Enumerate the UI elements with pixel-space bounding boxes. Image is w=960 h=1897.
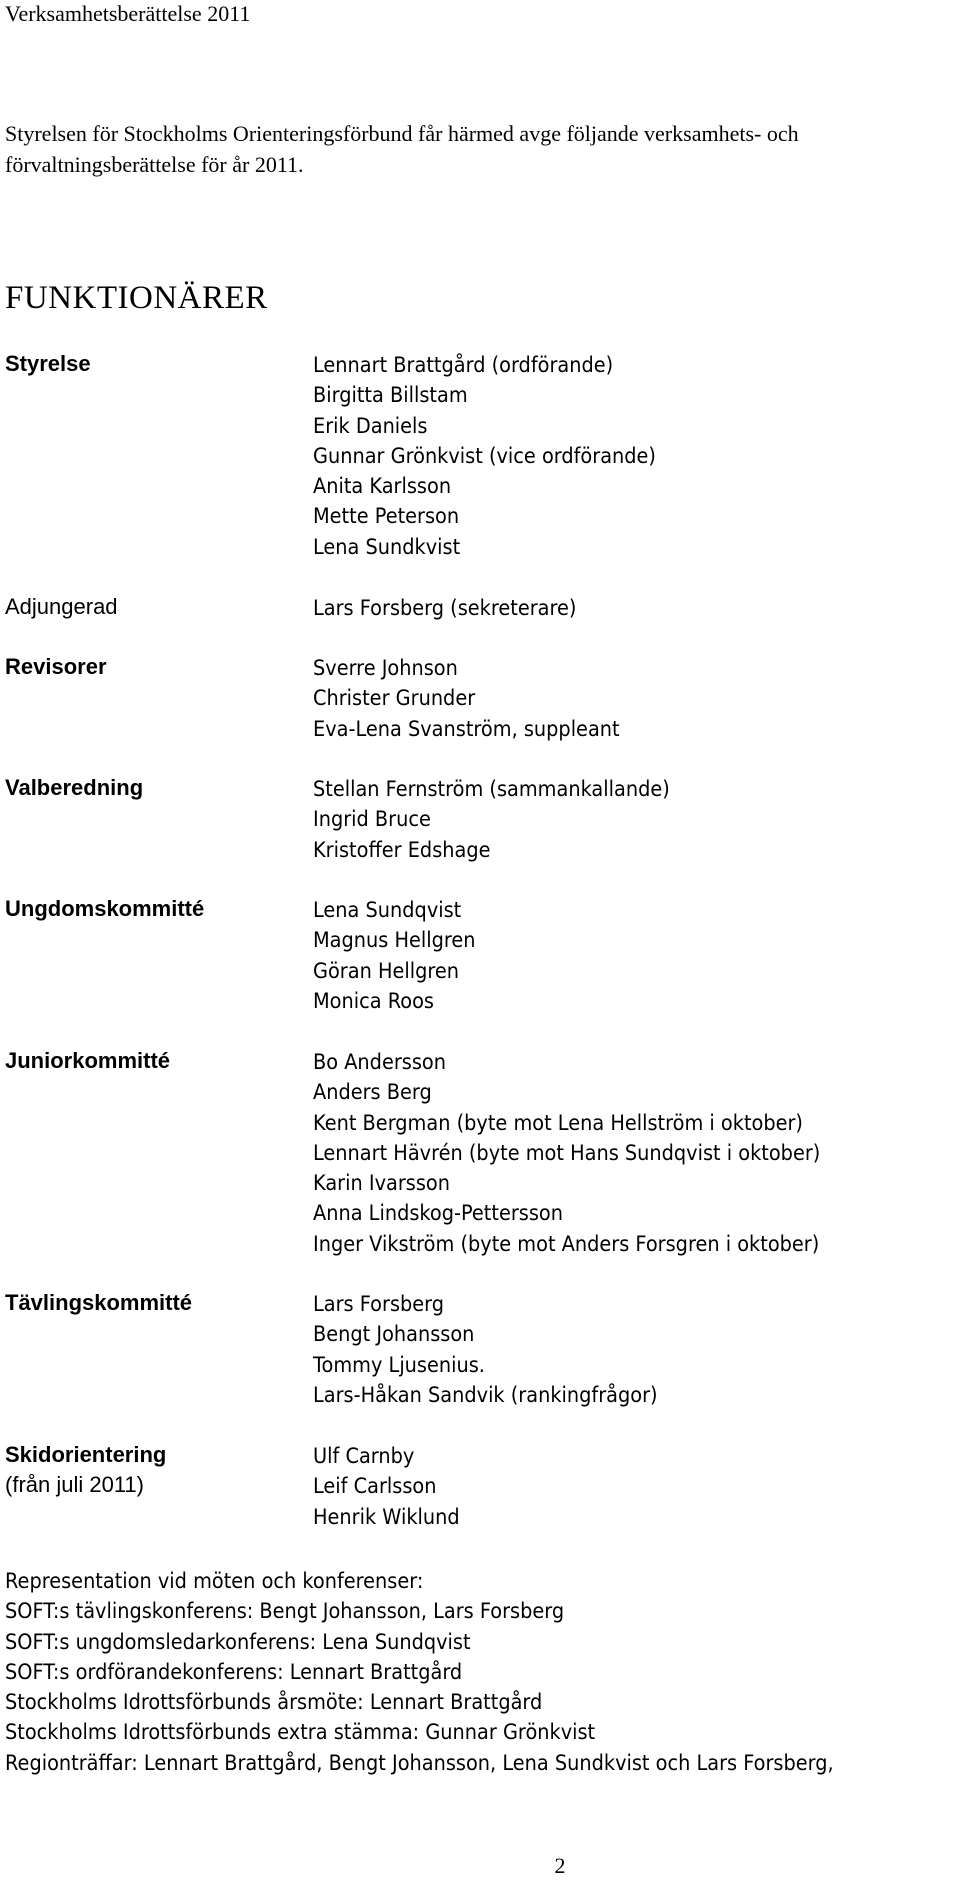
page-number: 2 <box>554 1853 566 1878</box>
member-list-skidorientering <box>313 1441 460 1532</box>
representation-heading: Representation vid möten och konferenser: <box>5 1569 424 1593</box>
member-list-ungdomskommitte <box>313 895 476 1016</box>
role-label-text: Adjungerad <box>5 594 118 619</box>
representation-line: SOFT:s tävlingskonferens: Bengt Johansson, Lars Forsberg <box>5 1599 565 1624</box>
role-label-text: Skidorientering <box>5 1442 167 1467</box>
member-name: Lars Forsberg (sekreterare) <box>313 596 577 620</box>
member-name: Monica Roos <box>313 988 434 1013</box>
member-name: Inger Vikström (byte mot Anders Forsgren i oktober) <box>313 1231 820 1256</box>
role-label-styrelse <box>5 349 91 379</box>
representation-line: SOFT:s ungdomsledarkonferens: Lena Sundqvist <box>5 1629 471 1654</box>
member-name: Anna Lindskog-Pettersson <box>313 1201 563 1226</box>
representation-line: Stockholms Idrottsförbunds extra stämma: Gunnar Grönkvist <box>5 1720 596 1745</box>
role-label-juniorkommitte <box>5 1046 170 1076</box>
member-name: Birgitta Billstam <box>313 383 468 408</box>
member-name: Leif Carlsson <box>313 1474 437 1499</box>
member-name: Lennart Brattgård (ordförande) <box>313 353 614 377</box>
member-name: Mette Peterson <box>313 504 460 529</box>
member-list-revisorer <box>313 653 620 744</box>
member-name: Karin Ivarsson <box>313 1171 450 1196</box>
role-label-ungdomskommitte <box>5 894 204 924</box>
member-name: Lars-Håkan Sandvik (rankingfrågor) <box>313 1382 658 1407</box>
member-name: Anders Berg <box>313 1080 432 1105</box>
member-name: Magnus Hellgren <box>313 928 476 953</box>
representation-line: Stockholms Idrottsförbunds årsmöte: Lennart Brattgård <box>5 1690 543 1715</box>
role-label-text: Valberedning <box>5 775 144 800</box>
role-label-skidorientering <box>5 1440 166 1500</box>
member-name: Gunnar Grönkvist (vice ordförande) <box>313 443 656 468</box>
member-name: Lars Forsberg <box>313 1292 445 1316</box>
member-list-adjungerad <box>313 593 576 623</box>
role-label-text: Revisorer <box>5 654 107 679</box>
member-name: Göran Hellgren <box>313 958 460 983</box>
member-list-juniorkommitte <box>313 1047 820 1259</box>
representation-line: SOFT:s ordförandekonferens: Lennart Brattgård <box>5 1659 463 1684</box>
role-label-adjungerad <box>5 592 118 622</box>
member-name: Tommy Ljusenius. <box>313 1352 485 1377</box>
member-name: Stellan Fernström (sammankallande) <box>313 777 670 801</box>
section-heading: FUNKTIONÄRER <box>5 280 268 316</box>
member-list-valberedning <box>313 774 670 865</box>
representation-line: Regionträffar: Lennart Brattgård, Bengt Johansson, Lena Sundkvist och Lars Forsberg, <box>5 1750 834 1775</box>
role-label-text: Juniorkommitté <box>5 1048 171 1073</box>
role-label-text: Tävlingskommitté <box>5 1290 193 1315</box>
member-name: Ingrid Bruce <box>313 807 431 832</box>
page-header: Verksamhetsberättelse 2011 <box>5 1 251 26</box>
member-name: Ulf Carnby <box>313 1444 415 1468</box>
member-name: Eva-Lena Svanström, suppleant <box>313 716 620 741</box>
role-label-valberedning <box>5 773 143 803</box>
role-label-text: Styrelse <box>5 351 91 376</box>
member-list-styrelse <box>313 350 656 562</box>
role-label-revisorer <box>5 652 107 682</box>
role-sublabel-text: (från juli 2011) <box>5 1472 144 1497</box>
member-list-tavlingskommitte <box>313 1289 658 1410</box>
member-name: Lena Sundkvist <box>313 534 461 559</box>
member-name: Lennart Hävrén (byte mot Hans Sundqvist i oktober) <box>313 1140 821 1165</box>
member-name: Bo Andersson <box>313 1050 446 1074</box>
member-name: Sverre Johnson <box>313 656 458 680</box>
member-name: Bengt Johansson <box>313 1322 475 1347</box>
member-name: Anita Karlsson <box>313 474 452 499</box>
intro-paragraph: Styrelsen för Stockholms Orienteringsförbund får härmed avge följande verksamhets- och förvaltningsberättelse för år 2011. <box>5 121 799 177</box>
member-name: Kent Bergman (byte mot Lena Hellström i oktober) <box>313 1110 803 1135</box>
member-name: Erik Daniels <box>313 413 428 438</box>
member-name: Kristoffer Edshage <box>313 837 491 862</box>
member-name: Lena Sundqvist <box>313 898 462 922</box>
role-label-text: Ungdomskommitté <box>5 896 205 921</box>
role-label-tavlingskommitte <box>5 1288 192 1318</box>
member-name: Christer Grunder <box>313 686 476 711</box>
member-name: Henrik Wiklund <box>313 1504 460 1529</box>
representation-block <box>5 1566 834 1778</box>
